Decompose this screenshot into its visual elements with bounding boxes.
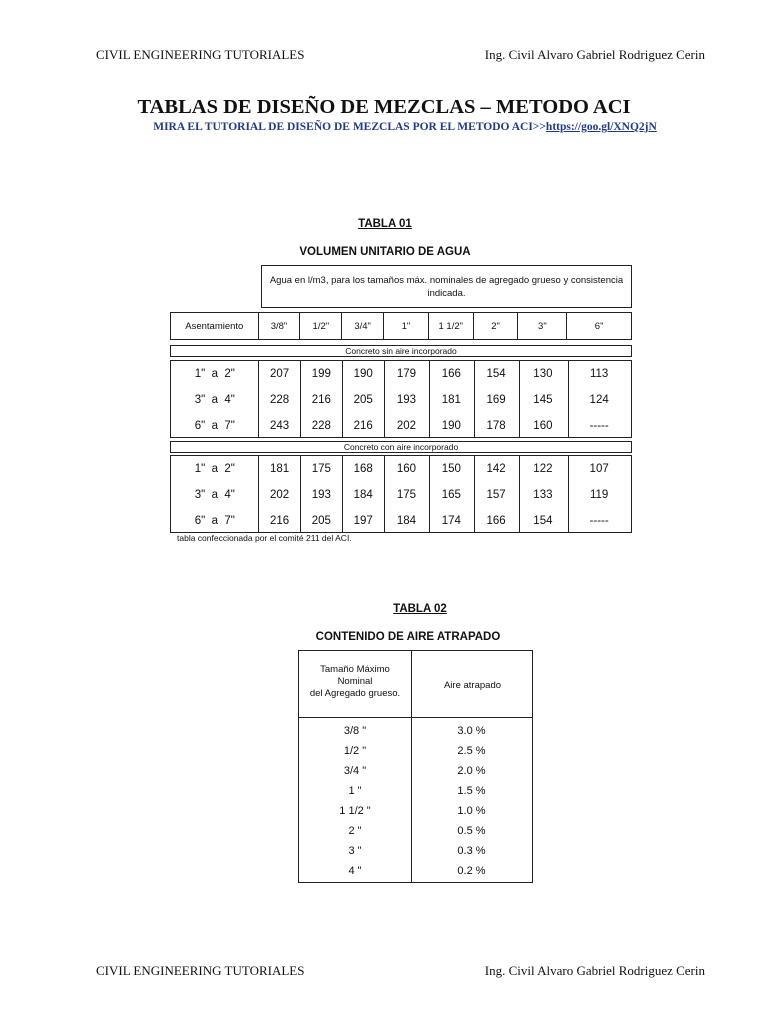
air-cell: 0.3 % — [457, 845, 486, 857]
air-cell: 3.0 % — [457, 725, 486, 737]
value-cell: 216 — [353, 420, 373, 432]
value-cell: 130 — [533, 368, 553, 380]
size-cell: 1/2 " — [343, 745, 367, 757]
col1-header-line: Tamaño Máximo — [320, 664, 390, 675]
value-cell: 205 — [353, 394, 373, 406]
value-cell: 207 — [269, 368, 290, 380]
asentamiento-cell: 6" a 7" — [194, 515, 235, 527]
tabla01-col-header: 6" — [594, 320, 604, 332]
value-cell: 124 — [589, 394, 609, 406]
air-cell: 2.0 % — [457, 765, 486, 777]
tabla01-section-label: Concreto sin aire incorporado — [170, 345, 632, 357]
value-cell: 122 — [533, 463, 553, 475]
footer-right: Ing. Civil Alvaro Gabriel Rodriguez Cerin — [484, 963, 705, 978]
tabla01-description: Agua en l/m3, para los tamaños máx. nominales de agregado grueso y consistencia indicada. — [261, 265, 632, 308]
tabla01-section-label: Concreto con aire incorporado — [170, 441, 632, 453]
value-cell: 168 — [353, 463, 373, 475]
table-row — [171, 387, 631, 413]
value-cell: 202 — [269, 489, 290, 501]
footer-left: CIVIL ENGINEERING TUTORIALES — [96, 963, 305, 978]
tabla02-title: CONTENIDO DE AIRE ATRAPADO — [315, 631, 501, 643]
col1-header-line: del Agregado grueso. — [309, 688, 401, 699]
value-cell: 184 — [353, 489, 373, 501]
document-subtitle — [0, 121, 768, 133]
value-cell: 175 — [311, 463, 331, 475]
value-cell: 154 — [533, 515, 553, 527]
value-cell: 160 — [396, 463, 417, 475]
value-cell: 150 — [441, 463, 461, 475]
table-row — [171, 361, 631, 387]
value-cell: 216 — [269, 515, 290, 527]
value-cell: ----- — [589, 420, 609, 432]
tabla01-col-header: Asentamiento — [171, 313, 259, 339]
value-cell: 154 — [486, 368, 506, 380]
page-footer — [96, 963, 705, 979]
tabla01-col-header: 3/8" — [259, 313, 301, 339]
header-left: CIVIL ENGINEERING TUTORIALES — [96, 47, 305, 62]
tabla01-title: VOLUMEN UNITARIO DE AGUA — [299, 246, 471, 258]
value-cell: 197 — [353, 515, 373, 527]
table-row — [299, 801, 532, 821]
value-cell: 190 — [441, 420, 461, 432]
asentamiento-cell: 1" a 2" — [194, 368, 235, 380]
value-cell: 119 — [589, 489, 609, 501]
table-row — [299, 781, 532, 801]
page-header — [96, 47, 705, 63]
tabla02-label: TABLA 02 — [393, 603, 447, 615]
tabla01-header-row — [170, 312, 632, 340]
tabla02-col1-header — [299, 664, 411, 700]
tabla01-col-header: 2" — [474, 313, 519, 339]
table-row — [171, 508, 631, 534]
table-row — [299, 761, 532, 781]
size-cell: 1 1/2 " — [339, 805, 371, 817]
value-cell: 202 — [396, 420, 417, 432]
value-cell: 166 — [441, 368, 461, 380]
value-cell: 205 — [311, 515, 331, 527]
size-cell: 3 " — [348, 845, 362, 857]
value-cell: 166 — [486, 515, 506, 527]
air-cell: 1.5 % — [457, 785, 486, 797]
table-row — [299, 861, 532, 881]
value-cell: 181 — [269, 463, 290, 475]
tabla02-table — [298, 650, 533, 883]
value-cell: 175 — [396, 489, 417, 501]
value-cell: 193 — [311, 489, 331, 501]
tutorial-link[interactable]: https://goo.gl/XNQ2jN — [545, 121, 657, 133]
value-cell: 133 — [533, 489, 553, 501]
tabla02-header-divider — [299, 717, 532, 718]
value-cell: 216 — [311, 394, 331, 406]
value-cell: 165 — [441, 489, 461, 501]
value-cell: 157 — [486, 489, 506, 501]
size-cell: 3/8 " — [343, 725, 367, 737]
value-cell: 107 — [589, 463, 609, 475]
air-cell: 2.5 % — [457, 745, 486, 757]
table-row — [299, 821, 532, 841]
table-row — [171, 456, 631, 482]
value-cell: 199 — [311, 368, 331, 380]
air-cell: 0.2 % — [457, 865, 486, 877]
value-cell: 174 — [441, 515, 461, 527]
asentamiento-cell: 3" a 4" — [194, 394, 235, 406]
value-cell: 179 — [396, 368, 417, 380]
document-title: TABLAS DE DISEÑO DE MEZCLAS – METODO ACI — [137, 96, 631, 118]
table-row — [171, 413, 631, 439]
value-cell: ----- — [589, 515, 609, 527]
tabla01-data-block — [170, 360, 632, 438]
size-cell: 4 " — [348, 865, 362, 877]
value-cell: 178 — [486, 420, 506, 432]
value-cell: 228 — [269, 394, 290, 406]
size-cell: 2 " — [348, 825, 362, 837]
tabla01-col-header: 3" — [518, 313, 567, 339]
subtitle-text: MIRA EL TUTORIAL DE DISEÑO DE MEZCLAS POR EL METODO ACI>> — [153, 121, 546, 133]
tabla01-col-header: 1/2" — [300, 313, 342, 339]
table-row — [299, 841, 532, 861]
tabla01-data-block — [170, 455, 632, 533]
header-right: Ing. Civil Alvaro Gabriel Rodriguez Cerin — [484, 47, 705, 62]
tabla01-note: tabla confeccionada por el comité 211 del ACI. — [177, 533, 352, 543]
size-cell: 1 " — [348, 785, 362, 797]
asentamiento-cell: 6" a 7" — [194, 420, 235, 432]
size-cell: 3/4 " — [343, 765, 367, 777]
value-cell: 228 — [311, 420, 331, 432]
air-cell: 0.5 % — [457, 825, 486, 837]
table-row — [171, 482, 631, 508]
table-row — [299, 741, 532, 761]
air-cell: 1.0 % — [457, 805, 486, 817]
value-cell: 181 — [441, 394, 461, 406]
value-cell: 193 — [396, 394, 417, 406]
asentamiento-cell: 1" a 2" — [194, 463, 235, 475]
tabla01-label: TABLA 01 — [358, 218, 412, 230]
value-cell: 184 — [396, 515, 417, 527]
tabla02-col2-header: Aire atrapado — [443, 680, 502, 691]
tabla01-col-header: 3/4" — [342, 313, 384, 339]
value-cell: 190 — [353, 368, 373, 380]
tabla01-col-header: 1" — [384, 313, 429, 339]
value-cell: 243 — [269, 420, 290, 432]
value-cell: 145 — [533, 394, 553, 406]
tabla01-col-header: 1 1/2" — [429, 313, 474, 339]
table-row — [299, 721, 532, 741]
value-cell: 142 — [486, 463, 506, 475]
value-cell: 169 — [486, 394, 506, 406]
col1-header-line: Nominal — [337, 676, 373, 687]
value-cell: 160 — [533, 420, 553, 432]
asentamiento-cell: 3" a 4" — [194, 489, 235, 501]
value-cell: 113 — [589, 368, 609, 380]
